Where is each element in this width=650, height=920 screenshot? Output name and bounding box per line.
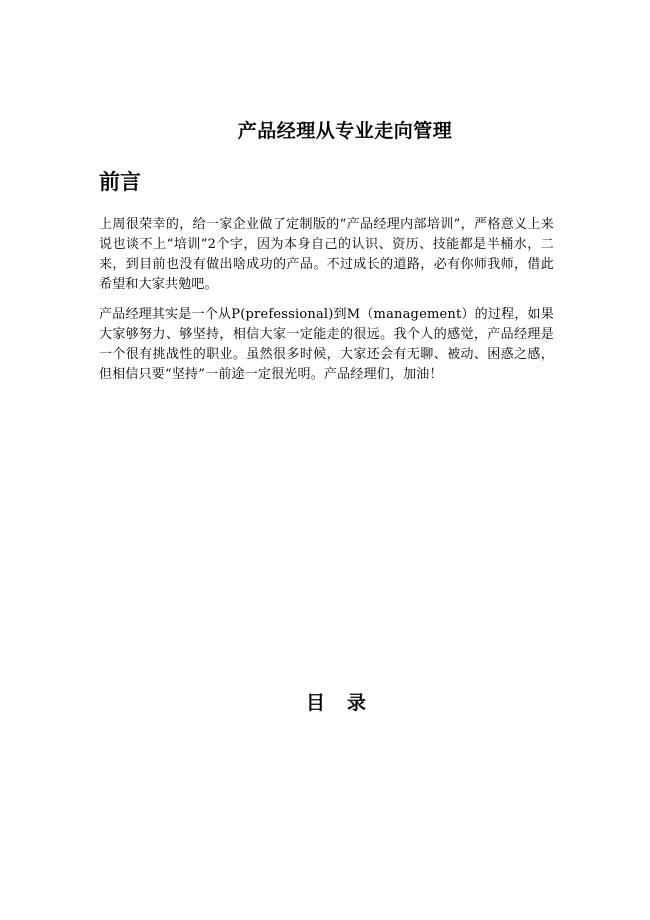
document-title: 产品经理从专业走向管理 (237, 120, 453, 142)
preface-heading: 前言 (99, 169, 141, 194)
preface-paragraph: 上周很荣幸的，给一家企业做了定制版的“产品经理内部培训”，严格意义上来说也谈不上“培训”2个字，因为本身自己的认识、资历、技能都是半桶水，二来，到目前也没有做出啥成功的产品。不过成长的道路，必有你师我师，借此希望和大家共勉吧。 (99, 217, 554, 292)
preface-paragraph: 产品经理其实是一个从P(prefessional)到M（management）的过程，如果大家够努力、够坚持，相信大家一定能走的很远。我个人的感觉，产品经理是一个很有挑战性的职业。虽然很多时候，大家还会有无聊、被动、困惑之感，但相信只要“坚持”一前途一定很光明。产品经理们，加油！ (99, 307, 554, 382)
toc-heading: 目录 (305, 692, 388, 714)
